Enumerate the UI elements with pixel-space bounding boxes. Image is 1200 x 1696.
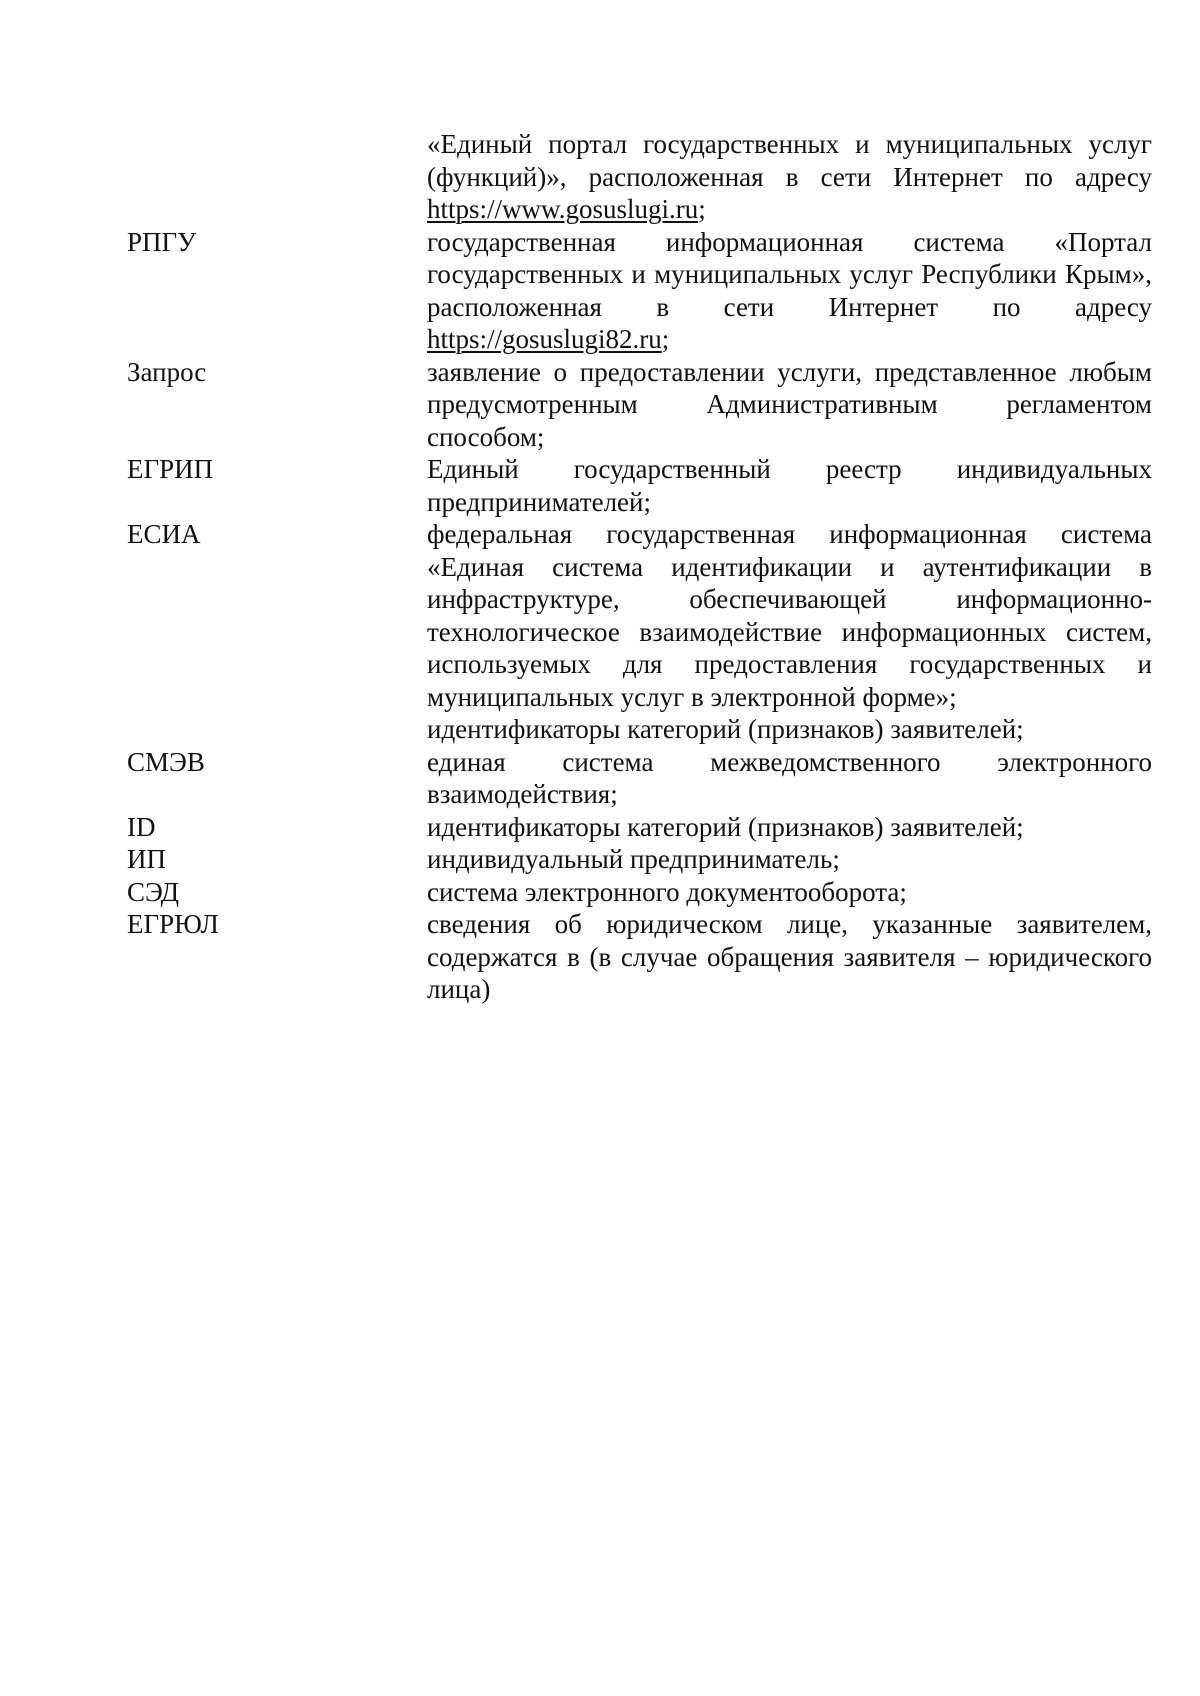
definition: сведения об юридическом лице, указанные заявителем, содержатся в (в случае обращения заявителя – юридического лица) [427,909,1152,1004]
list-item [127,518,1152,713]
list-item [127,876,1152,909]
definition: единая система межведомственного электронного взаимодействия; [427,746,1152,809]
list-item [127,811,1152,844]
list-item [127,356,1152,454]
term: ЕГРЮЛ [127,909,219,939]
list-item [127,746,1152,811]
definition: система электронного документооборота; [427,876,907,907]
term: ID [127,811,156,842]
definition: федеральная государственная информационная система «Единая система идентификации и аутентификации в инфраструктуре, обеспечивающей информационно-технологическое взаимодействие информационных систем, используемых для предоставления государственных и муниципальных услуг в электронной форме»; [427,519,1152,712]
list-item [127,453,1152,518]
definition: идентификаторы категорий (признаков) заявителей; [427,811,1024,842]
definition-suffix: ; [698,194,706,224]
definition [427,226,1152,356]
definition: Единый государственный реестр индивидуальных предпринимателей; [427,454,1152,517]
gosuslugi82-link[interactable]: https://gosuslugi82.ru [427,324,662,354]
definition-text: «Единый портал государственных и муниципальных услуг (функций)», расположенная в сети Интернет по адресу [427,129,1152,192]
list-item [127,908,1152,1006]
gosuslugi-link[interactable]: https://www.gosuslugi.ru [427,194,699,224]
list-item [127,226,1152,356]
definition [427,128,1152,226]
definition-suffix: ; [661,324,670,354]
term: РПГУ [127,226,197,257]
term: ЕСИА [127,519,201,549]
term: Запрос [127,356,207,387]
list-item [127,713,1152,746]
definition: индивидуальный предприниматель; [427,844,840,874]
term: ИП [127,844,166,874]
definition: идентификаторы категорий (признаков) заявителей; [427,714,1024,744]
term: ЕГРИП [127,454,214,484]
definition-text: государственная информационная система «Портал государственных и муниципальных услуг Республики Крым», расположенная в сети Интернет по адресу [427,226,1152,322]
list-item [127,843,1152,876]
term: СМЭВ [127,746,205,777]
term: СЭД [127,876,179,907]
list-item [127,128,1152,226]
definition: заявление о предоставлении услуги, представленное любым предусмотренным Административным регламентом способом; [427,356,1152,452]
abbreviations-list [127,128,1152,1006]
